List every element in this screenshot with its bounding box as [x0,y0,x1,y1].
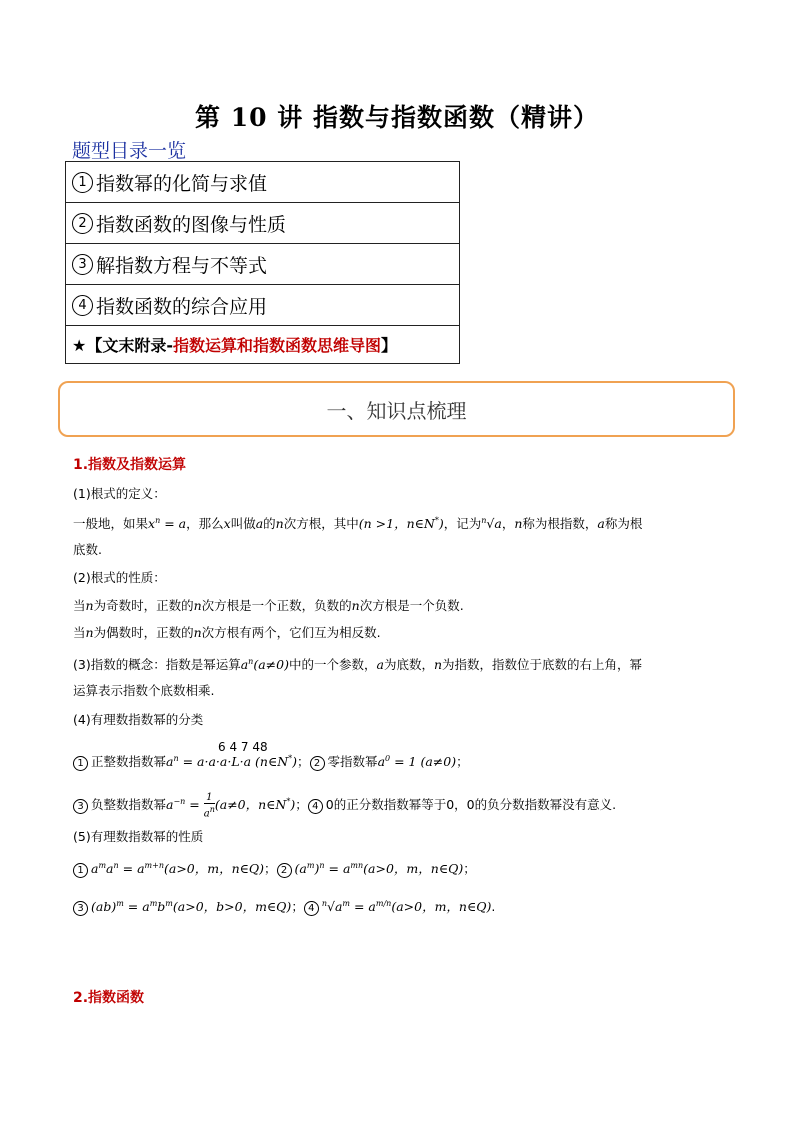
text: 次方根，其中 [283,516,359,532]
para-1-line-2: 底数. [73,542,102,557]
text: 为偶数时，正数的 [93,625,194,640]
toc-appendix[interactable] [66,326,459,363]
para-1-line-1: 一般地，如果$x^n = a$，那么x叫做a的n次方根，其中(n >1，n∈N*)，记为$^n$√a，n称为根指数，a称为根 [73,516,643,532]
para-3-line-1: (3)指数的概念：指数是幂运算$a^n(a\ne 0)$中的一个参数，a为底数，n为指数，指数位于底数的右上角，幂 [73,657,643,673]
text: 为奇数时，正数的 [93,598,194,613]
text: 称为根指数， [522,516,598,532]
toc-heading: 题型目录一览 [72,140,187,162]
text: 次方根是一个负数. [359,598,464,613]
para-5-line-2: 3 $(ab)^m = a^mb^m(a>0$，b>0，m∈Q)； 4 $^n√a^m = a^{m/n}(a>0$，m，n∈Q). [73,895,733,916]
circled-number: 3 [72,254,93,275]
text: 为指数，指数位于底数的右上角，幂 [442,657,643,673]
para-4-line-1: 1 正整数指数幂$a^n = a\cdot a\cdot a\cdot L\cdot a$ (n∈N*)； 2 零指数幂$a^0 = 1$ (a≠0)； [73,750,733,771]
text: 一般地，如果 [73,516,149,532]
text: ， [501,516,515,532]
section-banner [58,381,735,437]
toc-item-label: 指数函数的图像与性质 [96,213,287,236]
text: 中的一个参数， [288,657,377,673]
overbrace-label: 6 4 7 48 [218,740,268,754]
text: 次方根有两个，它们互为相反数. [201,625,381,640]
text: 次方根是一个正数，负数的 [201,598,352,613]
para-2-line-2: 当n为偶数时，正数的n次方根有两个，它们互为相反数. [73,625,381,640]
toc-item-2[interactable] [66,203,459,244]
toc-item-4[interactable] [66,285,459,326]
para-2-label: (2)根式的性质： [73,570,166,585]
para-4-label: (4)有理数指数幂的分类 [73,712,204,727]
para-5-line-1: 1 $a^ma^n = a^{m+n}(a>0$，m，n∈Q)； 2 $(a^m)^n = a^{mn}(a>0$，m，n∈Q)； [73,857,733,878]
appendix-suffix: 】 [381,336,398,355]
text: 为底数， [383,657,434,673]
text: 0的正分数指数幂等于0，0的负分数指数幂没有意义. [325,797,617,813]
section-heading-1: 1.指数及指数运算 [73,457,187,473]
para-5-label: (5)有理数指数幂的性质 [73,829,204,844]
appendix-prefix: ★【文末附录- [72,336,173,355]
toc-item-1[interactable] [66,162,459,203]
text: 零指数幂 [327,754,378,770]
text: 的 [263,516,276,532]
circled-number: 2 [72,213,93,234]
text: 正整数指数幂 [91,754,167,770]
text: 当 [73,625,86,640]
circled-number: 4 [72,295,93,316]
section-title: 一、知识点梳理 [326,398,467,423]
toc-item-label: 解指数方程与不等式 [96,254,268,277]
text: (3)指数的概念：指数是幂运算 [73,657,241,673]
text: ，那么 [186,516,224,532]
text: 负整数指数幂 [91,797,167,813]
para-1-label: (1)根式的定义： [73,486,166,501]
appendix-link[interactable]: 指数运算和指数函数思维导图 [173,336,382,355]
text: 当 [73,598,86,613]
text: 称为根 [604,516,643,532]
para-3-line-2: 运算表示指数个底数相乘. [73,683,215,698]
toc-item-3[interactable] [66,244,459,285]
text: 叫做 [230,516,256,532]
section-heading-2: 2.指数函数 [73,990,145,1006]
circled-number: 1 [72,172,93,193]
toc-table [65,161,460,364]
para-2-line-1: 当n为奇数时，正数的n次方根是一个正数，负数的n次方根是一个负数. [73,598,464,613]
para-4-line-2: 3 负整数指数幂$a^{-n}$ = $\frac{1}{a^n}$ (a≠0，n∈N*)； 4 0的正分数指数幂等于0，0的负分数指数幂没有意义. [73,792,733,819]
page-title: 第 10 讲 指数与指数函数（精讲） [195,103,599,132]
toc-item-label: 指数幂的化简与求值 [96,172,268,195]
toc-item-label: 指数函数的综合应用 [96,295,268,318]
text: ，记为 [443,516,482,532]
